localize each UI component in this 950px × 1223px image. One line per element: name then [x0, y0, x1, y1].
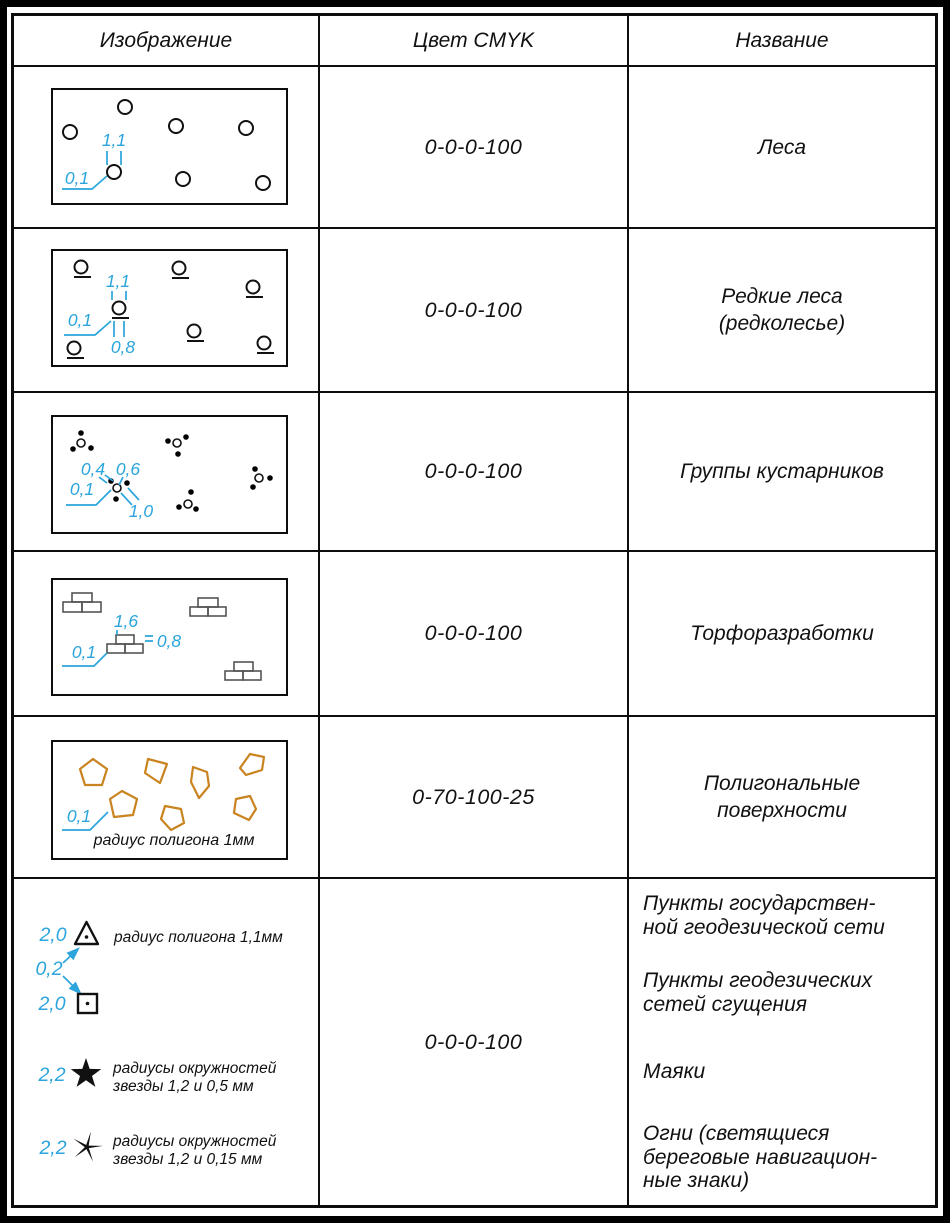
- sample-cell-geodetic: [14, 879, 320, 1205]
- square-size-label: 2,0: [38, 993, 66, 1015]
- sample-cell-peat: [14, 552, 320, 717]
- name-line: (редколесье): [718, 312, 846, 335]
- name-line: Пункты государствен-: [643, 892, 876, 915]
- name-line: Огни (светящиеся: [643, 1122, 830, 1145]
- cmyk-cell: [320, 552, 629, 717]
- stroke-dim-label: 0,1: [67, 310, 93, 330]
- name-line: сетей сгущения: [643, 992, 807, 1016]
- name-cell: [629, 67, 935, 229]
- name-line: Редкие леса: [721, 285, 843, 308]
- name-block-densification: [643, 969, 872, 1016]
- polygon-symbols: [80, 754, 264, 830]
- light-star-size-label: 2,2: [39, 1137, 67, 1159]
- forest-circle-symbols: [63, 100, 270, 190]
- header-cmyk: [320, 16, 629, 67]
- header-name: [629, 16, 935, 67]
- tail-dim-label: 0,8: [110, 337, 136, 357]
- spacing-dim-label: 1,0: [128, 501, 154, 521]
- lighthouse-star-caption-line1: радиусы окружностей: [113, 1060, 277, 1077]
- lighthouse-star-size-label: 2,2: [38, 1064, 66, 1086]
- stroke-dim-label: 0,1: [66, 806, 92, 826]
- name-line: Маяки: [643, 1060, 706, 1083]
- header-cmyk-label: Цвет CMYK: [412, 28, 535, 52]
- sparse-forest-sample-box: [51, 249, 288, 367]
- cmyk-cell: [320, 393, 629, 552]
- name-cell: [629, 393, 935, 552]
- gap-size-label: 0,2: [35, 958, 63, 980]
- name-block-lighthouses: [643, 1060, 705, 1084]
- name-cell: [629, 229, 935, 393]
- cmyk-cell: [320, 229, 629, 393]
- cmyk-value: 0-0-0-100: [424, 134, 523, 159]
- sparse-forest-symbol-drawing: [53, 251, 286, 365]
- name-block-state-geodetic: [643, 892, 885, 939]
- diameter-dim-label: 1,1: [105, 271, 131, 291]
- light-star-caption-line2: звезды 1,2 и 0,15 мм: [113, 1151, 263, 1168]
- legend-table: [11, 13, 938, 1208]
- square-point-symbol: [78, 994, 97, 1013]
- sample-cell-shrubs: [14, 393, 320, 552]
- name-line: Пункты геодезических: [643, 969, 873, 992]
- triangle-point-symbol: [75, 922, 98, 944]
- shrub-sample-box: [51, 415, 288, 534]
- peat-symbol-drawing: [53, 580, 286, 694]
- stroke-dim-label: 0,1: [64, 168, 90, 188]
- name-line: береговые навигацион-: [643, 1145, 878, 1169]
- name-cell: [629, 717, 935, 879]
- cmyk-cell: [320, 67, 629, 229]
- forest-sample-box: [51, 88, 288, 205]
- light-star-caption-line1: радиусы окружностей: [113, 1133, 277, 1150]
- polygon-symbol-drawing: [53, 742, 286, 858]
- sample-cell-polygons: [14, 717, 320, 879]
- name-line: ной геодезической сети: [643, 915, 885, 939]
- shrub-symbol-drawing: [53, 417, 286, 532]
- polygon-radius-caption: радиус полигона 1мм: [93, 832, 255, 849]
- stroke-dim-label: 0,1: [69, 479, 95, 499]
- width-dim-label: 1,6: [113, 611, 139, 631]
- lighthouse-star-symbol: [71, 1058, 101, 1087]
- cmyk-value: 0-0-0-100: [424, 621, 523, 645]
- height-dim-label: 0,8: [156, 631, 182, 651]
- cmyk-value: 0-0-0-100: [424, 459, 523, 483]
- sample-cell-sparse-forest: [14, 229, 320, 393]
- triangle-size-label: 2,0: [39, 924, 67, 946]
- triangle-radius-caption: радиус полигона 1,1мм: [114, 929, 283, 946]
- name-line: поверхности: [717, 799, 847, 822]
- name-cell-geodetic: [629, 879, 935, 1205]
- sparse-forest-symbols: [67, 261, 274, 359]
- cmyk-value: 0-70-100-25: [412, 784, 535, 809]
- name-line: Торфоразработки: [690, 622, 874, 645]
- name-line: Группы кустарников: [680, 460, 884, 483]
- lighthouse-star-caption-line2: звезды 1,2 и 0,5 мм: [113, 1078, 254, 1095]
- gap-arrows: [63, 949, 80, 993]
- peat-sample-box: [51, 578, 288, 696]
- circle-dim-label: 0,6: [115, 459, 141, 479]
- light-star-symbol: [69, 1128, 105, 1163]
- stroke-dim-label: 0,1: [71, 642, 97, 662]
- polygon-sample-box: [51, 740, 288, 860]
- header-image: [14, 16, 320, 67]
- cmyk-value: 0-0-0-100: [424, 1029, 523, 1054]
- sample-cell-forest: [14, 67, 320, 229]
- dot-dim-label: 0,4: [80, 459, 106, 479]
- name-line: Полигональные: [703, 772, 861, 795]
- geodetic-symbol-drawing: [14, 879, 320, 1205]
- cmyk-cell: [320, 879, 629, 1205]
- diameter-dim-label: 1,1: [101, 130, 127, 150]
- name-block-lights: [643, 1122, 877, 1193]
- header-name-label: Название: [735, 28, 829, 52]
- name-cell: [629, 552, 935, 717]
- header-image-label: Изображение: [99, 28, 233, 52]
- cmyk-value: 0-0-0-100: [424, 297, 523, 322]
- name-line: Леса: [757, 135, 807, 159]
- cmyk-cell: [320, 717, 629, 879]
- forest-symbol-drawing: [53, 90, 286, 203]
- name-line: ные знаки): [643, 1169, 750, 1192]
